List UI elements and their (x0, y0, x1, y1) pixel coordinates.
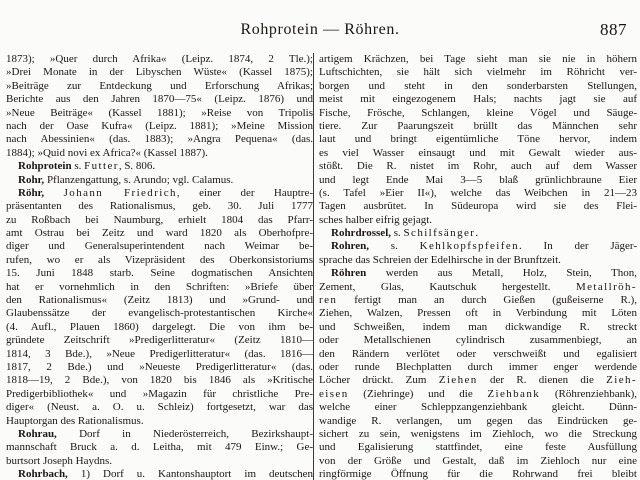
text-line: artigem Krächzen, bei Tage sieht man sie nie in höhern (319, 53, 637, 65)
text-line: Rohrau, Dorf in Niederösterreich, Bezirkshaupt- (18, 427, 313, 440)
text-line: Hauptorgan des Rationalismus. (6, 414, 144, 427)
text-line: Röhr, Johann Friedrich, einer der Hauptre- (18, 186, 313, 199)
text-line: sprache das Schreien der Edelhirsche in der Brunftzeit. (319, 253, 561, 266)
text-line: Fische, Frösche, Schlangen, kleine Vögel und Säuge- (319, 106, 637, 119)
text-line: 1884); »Quid novi ex Africa?« (Kassel 1887). (6, 146, 208, 159)
text-line: zu Roßbach bei Naumburg, erhielt 1804 das Pfarr- (6, 213, 313, 226)
text-line: 1818—19, 2 Bde.), von 1820 bis 1846 als »Kritische (6, 374, 313, 387)
text-line: ringförmige Öffnung für die Rohrwand frei bleibt (319, 468, 637, 480)
letterspaced-text: Futter (84, 160, 119, 173)
text-line: meist mit eingezogenem Hals; nachts jagt sie auf (319, 93, 637, 106)
text-line: und Schweißen, indem man dickwandige R. streckt (319, 320, 637, 333)
text-line: sichert zu sein, wenigstens im Ziehloch, wo die Streckung (319, 427, 637, 440)
text-line: oder runde Blechplatten durch immer enger werdende (319, 360, 637, 373)
entry-headword: Röhren (331, 267, 367, 280)
text-line: Röhren werden aus Metall, Holz, Stein, Thon, (331, 267, 637, 280)
entry-headword: Rohrau, (18, 427, 57, 440)
text-line: »Neue Beiträge« (Kassel 1881); »Reise von Tripolis (6, 106, 313, 119)
text-line: stößt. Die R. nistet im Rohr, auch auf dem Wasser (319, 160, 637, 173)
text-line: »Beiträge zur Entdeckung und Erforschung Afrikas; (6, 79, 313, 92)
text-line: 1873); »Quer durch Afrika« (Leipz. 1874, 2 Tle.); (6, 53, 313, 65)
page-header (0, 0, 640, 53)
text-line: nach Abessinien« (das. 1883); »Angra Pequena« (das. (6, 133, 313, 146)
text-line: von der Größe und Gestalt, daß im Ziehloch nur eine (319, 454, 637, 467)
text-line: und Egalisierung stattfindet, eine feste Ausfüllung (319, 441, 637, 454)
letterspaced-text: Ziehbank (487, 387, 541, 400)
entry-headword: Rohrbach, (18, 468, 68, 480)
text-line: präsentanten des Rationalismus, geb. 30. Juli 1777 (6, 200, 313, 213)
letterspaced-text: Kehlkopfspfeifen (419, 240, 519, 253)
text-line: hat er vornehmlich in den Schriften: »Briefe über (6, 280, 313, 293)
text-line: Rohrdrossel, s. Schilfsänger. (331, 227, 479, 240)
text-line: gründete Zeitschrift »Predigerlitteratur« (Zeitz 1810— (6, 334, 313, 347)
left-column (0, 53, 313, 480)
letterspaced-text: Zieh- (606, 374, 637, 387)
text-line: Zement, Glas, Kautschuk hergestellt. Metallröh- (319, 280, 637, 293)
entry-headword: Rohren, (331, 240, 369, 253)
text-line: eisen (Ziehringe) und die Ziehbank (Röhrenziehbank), (319, 387, 637, 400)
text-line: Rohren, s. Kehlkopfspfeifen. In der Jäger- (331, 240, 637, 253)
entry-headword: Rohrdrossel, (331, 227, 391, 240)
text-line: Ziehen, Walzen, Pressen oft in Verbindung mit Löten (319, 307, 637, 320)
entry-headword: Röhr, (18, 186, 45, 199)
text-line: Rohrbach, 1) Dorf u. Kantonshauptort im deutschen (18, 468, 313, 480)
letterspaced-text: ren (319, 294, 338, 307)
entry-headword: Rohprotein (18, 160, 72, 173)
text-line: amt Ostrau bei Zeitz und ward 1820 als Oberhofpre- (6, 227, 313, 240)
text-line: 1814, 3 Bde.), »Neue Predigerlitteratur« (das. 1816— (6, 347, 313, 360)
text-line: Rohprotein s. Futter, S. 806. (18, 160, 156, 173)
text-line: ren fertigt man an durch Gießen (gußeiserne R.), (319, 294, 637, 307)
letterspaced-text: eisen (319, 387, 349, 400)
text-line: 1817, 2 Bde.) und »Neueste Predigerlitteratur« (das. (6, 360, 313, 373)
text-line: Berichte aus den Jahren 1870—75« (Leipz. 1876) und (6, 93, 313, 106)
text-line: nach der Oase Kufra« (Leipz. 1881); »Meine Mission (6, 119, 313, 132)
letterspaced-text: Johann Friedrich (63, 186, 177, 199)
text-line: Tagen ausbrütet. In Südeuropa wird sie des Flei- (319, 200, 637, 213)
text-line: laut und bringt eigentümliche Töne hervor, indem (319, 133, 637, 146)
text-line: borgen und steht in den sonderbarsten Stellungen, (319, 79, 637, 92)
text-line: diger« (Neust. a. O. u. Schleiz) fortgesetzt, war das (6, 401, 313, 414)
page-body (0, 53, 640, 480)
text-line: sches halber eifrig gejagt. (319, 213, 433, 226)
text-line: oder Metallschienen cylindrisch zusammenbiegt, an (319, 334, 637, 347)
text-line: mannschaft Bruck a. d. Leitha, mit 479 Einw.; Ge- (6, 441, 313, 454)
page-number: 887 (600, 20, 627, 39)
letterspaced-text: Schilfsänger (403, 227, 476, 240)
right-column (314, 53, 640, 480)
text-line: Luftschichten, sie hält sich vielmehr im Röhricht ver- (319, 66, 637, 79)
text-line: Glaubenssätze der evangelisch-protestantischen Kirche« (6, 307, 313, 320)
running-head: Rohprotein — Röhren. (240, 21, 400, 38)
text-line: 15. Juni 1848 starb. Seine dogmatischen Ansichten (6, 267, 313, 280)
text-line: wandige R. verlangen, um gegen das Eindrücken ge- (319, 414, 637, 427)
letterspaced-text: Metallröh- (575, 280, 637, 293)
text-line: Rohr, Pflanzengattung, s. Arundo; vgl. Calamus. (18, 173, 234, 186)
text-line: es viel Wasser einsaugt und mit Gewalt wieder aus- (319, 146, 637, 159)
letterspaced-text: Ziehen (438, 374, 478, 387)
text-line: »Drei Monate in der Libyschen Wüste« (Kassel 1875); (6, 66, 313, 79)
text-line: rufen, wo er als Vizepräsident des Oberkonsistoriums (6, 253, 313, 266)
text-line: (s. Tafel »Eier II«), welche das Weibchen in 21—23 (319, 186, 637, 199)
text-line: den Rändern verlötet oder verschweißt und egalisiert (319, 347, 637, 360)
text-line: tiere. Zur Paarungszeit brüllt das Männchen sehr (319, 119, 637, 132)
text-line: (4. Aufl., Plauen 1860) dargelegt. Die von ihm be- (6, 320, 313, 333)
text-line: Löcher drückt. Zum Ziehen der R. dienen die Zieh- (319, 374, 637, 387)
text-line: Predigerbibliothek« und »Magazin für christliche Pre- (6, 387, 313, 400)
text-line: diger und Generalsuperintendent nach Weimar be- (6, 240, 313, 253)
text-line: burtsort Joseph Haydns. (6, 454, 113, 467)
entry-headword: Rohr, (18, 173, 45, 186)
text-line: und legt Ende Mai 3—5 blaß grünlichbraune Eier (319, 173, 637, 186)
text-line: welche einer Schleppzangenziehbank gleicht. Dünn- (319, 401, 637, 414)
text-line: den Rationalismus« (Zeitz 1813) und »Grund- und (6, 294, 313, 307)
